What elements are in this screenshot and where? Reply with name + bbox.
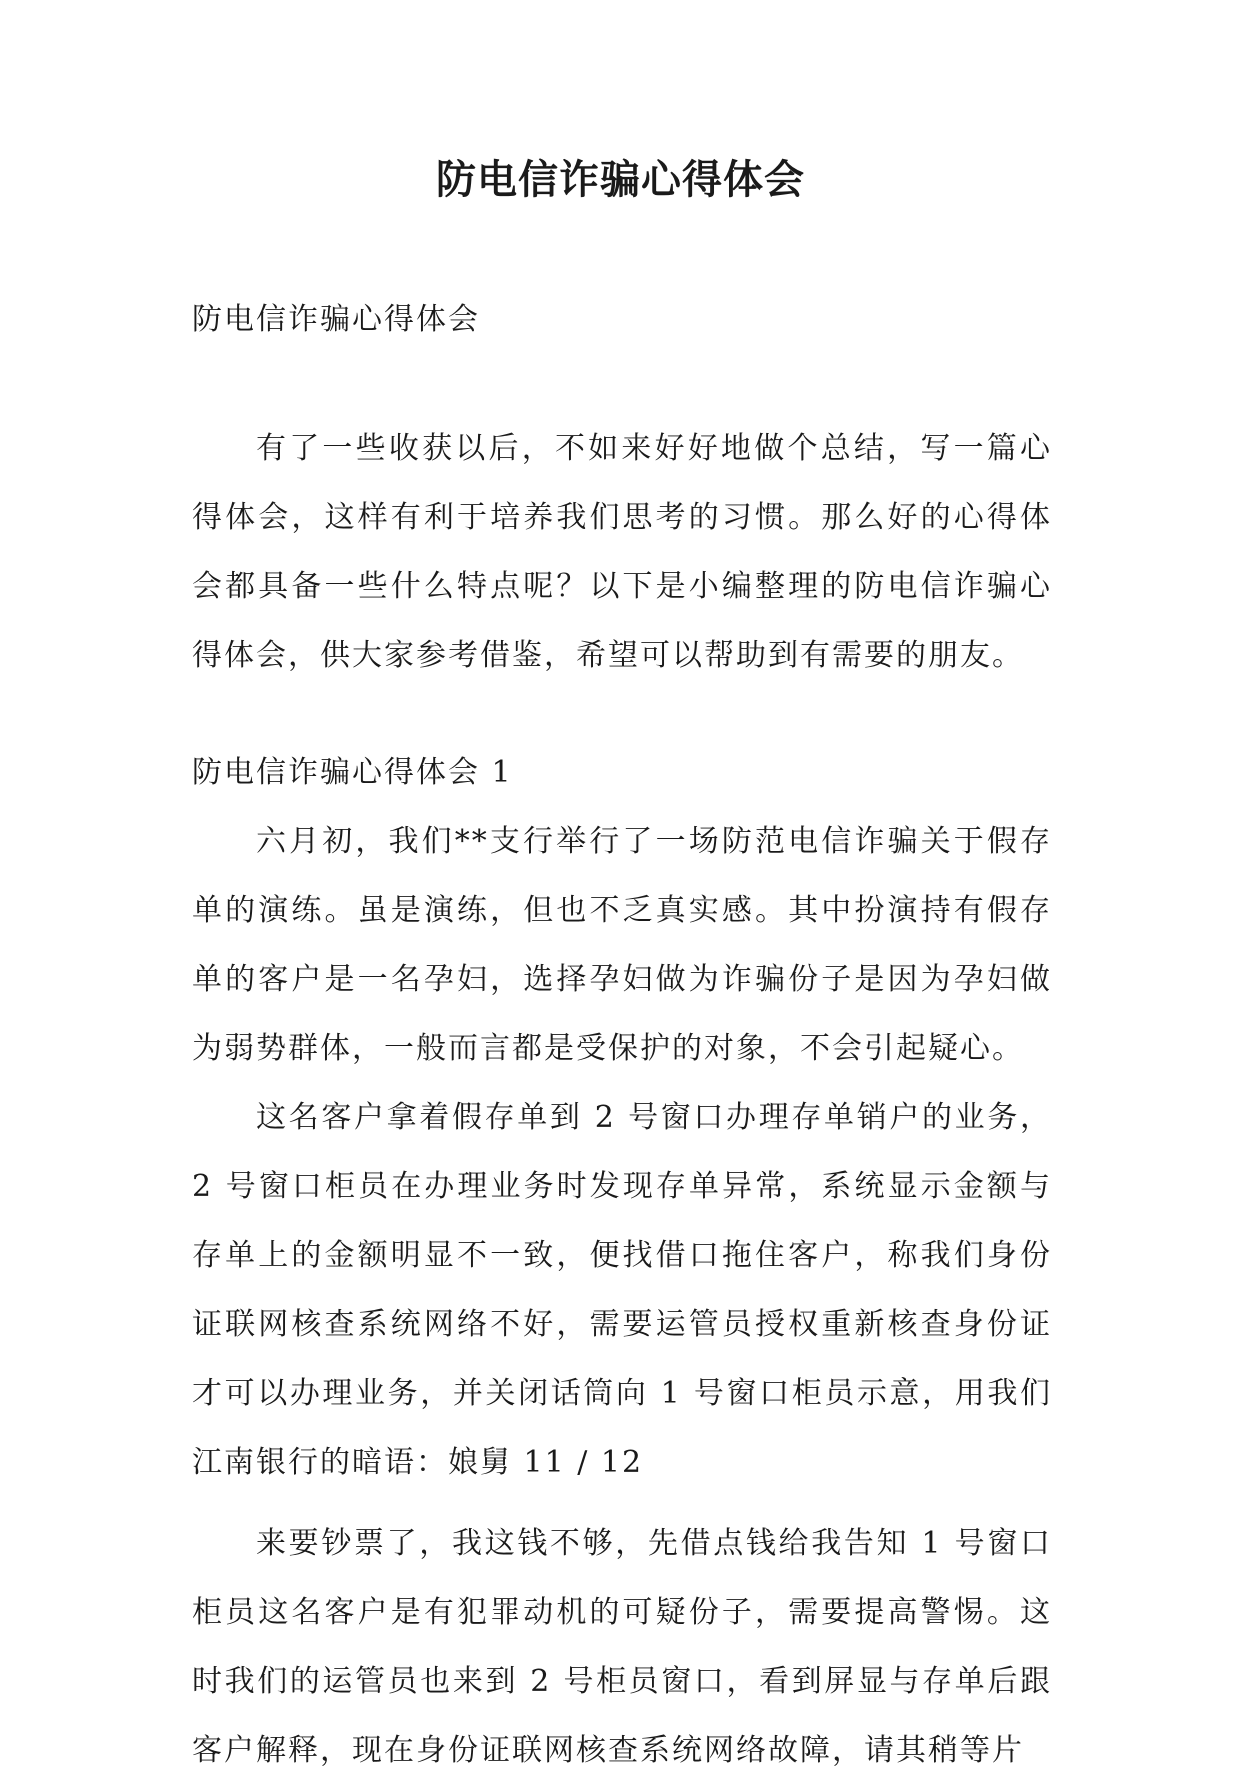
document-body — [192, 285, 1052, 1785]
section-heading: 防电信诈骗心得体会 1 — [192, 755, 513, 790]
paragraph-1: 六月初，我们**支行举行了一场防范电信诈骗关于假存单的演练。虽是演练，但也不乏真实感。其中扮演持有假存单的客户是一名孕妇，选择孕妇做为诈骗份子是因为孕妇做为弱势群体，一般而言都是受保护的对象，不会引起疑心。 — [192, 824, 1052, 1066]
paragraph-3: 来要钞票了，我这钱不够，先借点钱给我告知 1 号窗口柜员这名客户是有犯罪动机的可疑份子，需要提高警惕。这时我们的运管员也来到 2 号柜员窗口，看到屏显与存单后跟客户解释，现在身份证联网核查系统网络故障，请其稍等片 — [192, 1526, 1052, 1768]
document-title: 防电信诈骗心得体会 — [436, 156, 805, 203]
paragraph-2: 这名客户拿着假存单到 2 号窗口办理存单销户的业务，2 号窗口柜员在办理业务时发现存单异常，系统显示金额与存单上的金额明显不一致，便找借口拖住客户，称我们身份证联网核查系统网络不好，需要运管员授权重新核查身份证才可以办理业务，并关闭话筒向 1 号窗口柜员示意，用我们江南银行的暗语：娘舅 11 / 12 — [192, 1100, 1052, 1480]
document-subtitle: 防电信诈骗心得体会 — [192, 302, 480, 337]
intro-paragraph: 有了一些收获以后，不如来好好地做个总结，写一篇心得体会，这样有利于培养我们思考的习惯。那么好的心得体会都具备一些什么特点呢？以下是小编整理的防电信诈骗心得体会，供大家参考借鉴，希望可以帮助到有需要的朋友。 — [192, 431, 1052, 673]
